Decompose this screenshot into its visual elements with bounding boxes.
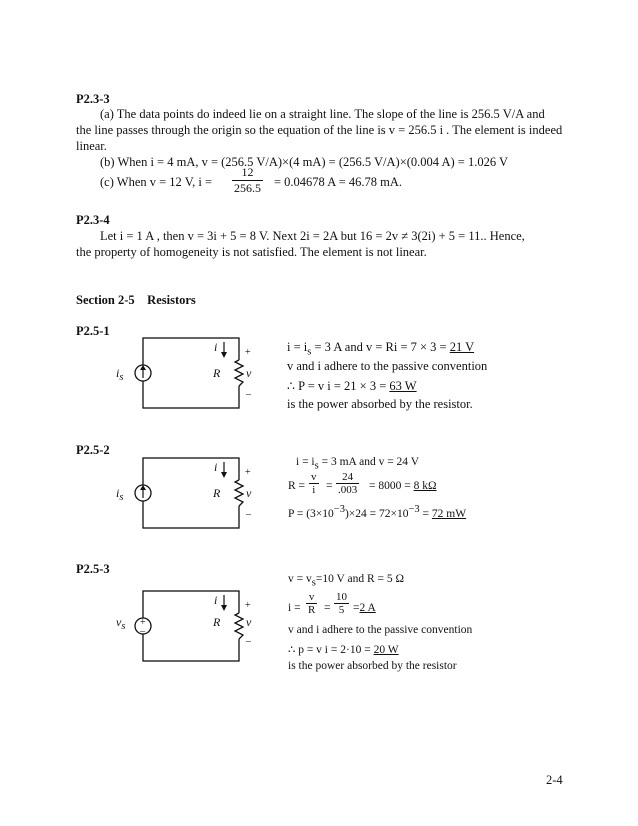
voltage-label: v [246, 366, 252, 380]
fraction-numerator: 24 [342, 471, 354, 483]
circuit-p2-5-3 [100, 583, 280, 673]
p2-5-2-line-1: $i = i_s = 3$ mA and v = 24 V [296, 456, 420, 472]
fraction-denominator: i [309, 483, 319, 496]
section-title: Section 2-5 Resistors [76, 293, 196, 307]
fraction-numerator: v [311, 471, 317, 483]
minus-sign: – [246, 509, 251, 520]
p2-5-3-line-2-label: i = [288, 602, 301, 614]
heading-p2-5-2: P2.5-2 [76, 443, 110, 457]
p2-5-3-fraction-v-over-r [306, 591, 317, 616]
p2-5-3-line-2-result: =2 A [353, 602, 376, 614]
p2-5-3-line-4: ∴ p = v i = 2·10 = 20 W [288, 644, 399, 656]
resistor-label: R [213, 486, 221, 500]
heading-p2-5-3: P2.5-3 [76, 562, 110, 576]
source-label: is [116, 366, 124, 383]
p2-5-3-line-1: $v = v_s=10$ V and R = 5 Ω [288, 573, 405, 589]
arrow-down-icon [221, 605, 227, 611]
fraction-denominator: 5 [334, 603, 349, 616]
minus-sign: – [246, 636, 251, 647]
p2-3-3-line-b: (b) When i = 4 mA, v = (256.5 V/A)×(4 mA) = (256.5 V/A)×(0.004 A) = 1.026 V [100, 155, 509, 169]
source-label: vs [116, 615, 126, 632]
current-label: i [214, 593, 218, 607]
plus-sign: + [245, 467, 251, 478]
fraction-denominator: .003 [338, 484, 358, 496]
p2-3-3-line-c-result: = 0.04678 A = 46.78 mA. [274, 175, 402, 189]
p2-5-3-line-5: is the power absorbed by the resistor [288, 660, 457, 672]
voltage-label: v [246, 615, 252, 629]
resistor-label: R [213, 366, 221, 380]
plus-sign: + [245, 600, 251, 611]
heading-p2-3-3: P2.3-3 [76, 92, 110, 106]
current-label: i [214, 340, 218, 354]
source-plus-sign: + [140, 617, 146, 628]
p2-3-3-line-a1: (a) The data points do indeed lie on a straight line. The slope of the line is 256.5 V/A and [100, 107, 545, 121]
p2-5-1-line-3: ∴ P = v i = 21 × 3 = 63 W [287, 379, 417, 393]
circuit-p2-5-2 [100, 450, 280, 540]
p2-5-1-line-2: v and i adhere to the passive convention [287, 359, 488, 373]
p2-3-3-line-c: (c) When v = 12 V, i = [100, 175, 213, 189]
p2-5-2-equals: = [326, 480, 333, 492]
p2-5-3-line-3: v and i adhere to the passive convention [288, 624, 473, 636]
p2-5-2-line-3: $P = (3\times 10^{-3})\times 24 = 72\times 10^{-3} = 72$ mW [288, 504, 467, 520]
source-label: is [116, 486, 124, 503]
circuit-wire-loop [143, 338, 239, 408]
fraction-numerator: v [308, 591, 315, 603]
arrow-down-icon [221, 352, 227, 358]
circuit-wire-loop [143, 458, 239, 528]
fraction-denominator: 256.5 [234, 181, 261, 195]
arrow-down-icon [221, 472, 227, 478]
p2-3-3-line-a3: linear. [76, 139, 107, 153]
resistor-label: R [213, 615, 221, 629]
p2-3-3-fraction [232, 165, 263, 196]
p2-5-2-line-2-label: R = [288, 480, 306, 492]
voltage-label: v [246, 486, 252, 500]
p2-5-3-equals: = [324, 602, 331, 614]
heading-p2-3-4: P2.3-4 [76, 213, 110, 227]
p2-5-3-fraction-values [334, 591, 349, 616]
p2-3-4-line-2: the property of homogeneity is not satisfied. The element is not linear. [76, 245, 427, 259]
fraction-denominator: R [308, 604, 316, 616]
p2-5-2-line-2-result: = 8000 = 8 kΩ [369, 480, 437, 492]
p2-3-3-line-a2: the line passes through the origin so the equation of the line is v = 256.5 i . The element is indeed [76, 123, 563, 137]
current-label: i [214, 460, 218, 474]
minus-sign: – [246, 389, 251, 400]
plus-sign: + [245, 347, 251, 358]
fraction-numerator: 10 [336, 591, 347, 603]
p2-3-4-line-1: Let i = 1 A , then v = 3i + 5 = 8 V. Next 2i = 2A but 16 = 2v ≠ 3(2i) + 5 = 11.. Hence, [100, 229, 525, 243]
heading-p2-5-1: P2.5-1 [76, 324, 110, 338]
page-number: 2-4 [546, 773, 563, 787]
p2-5-1-line-1: $i = i_s = 3$ A and v = Ri = 7 × 3 = 21 V [287, 340, 475, 358]
fraction-numerator: 12 [241, 165, 254, 179]
p2-5-2-fraction-values [336, 471, 359, 496]
source-minus-sign: – [140, 626, 145, 637]
circuit-wire-loop [143, 591, 239, 661]
p2-5-2-fraction-v-over-i [309, 471, 319, 496]
circuit-p2-5-1 [100, 330, 280, 420]
p2-5-1-line-4: is the power absorbed by the resistor. [287, 397, 473, 411]
